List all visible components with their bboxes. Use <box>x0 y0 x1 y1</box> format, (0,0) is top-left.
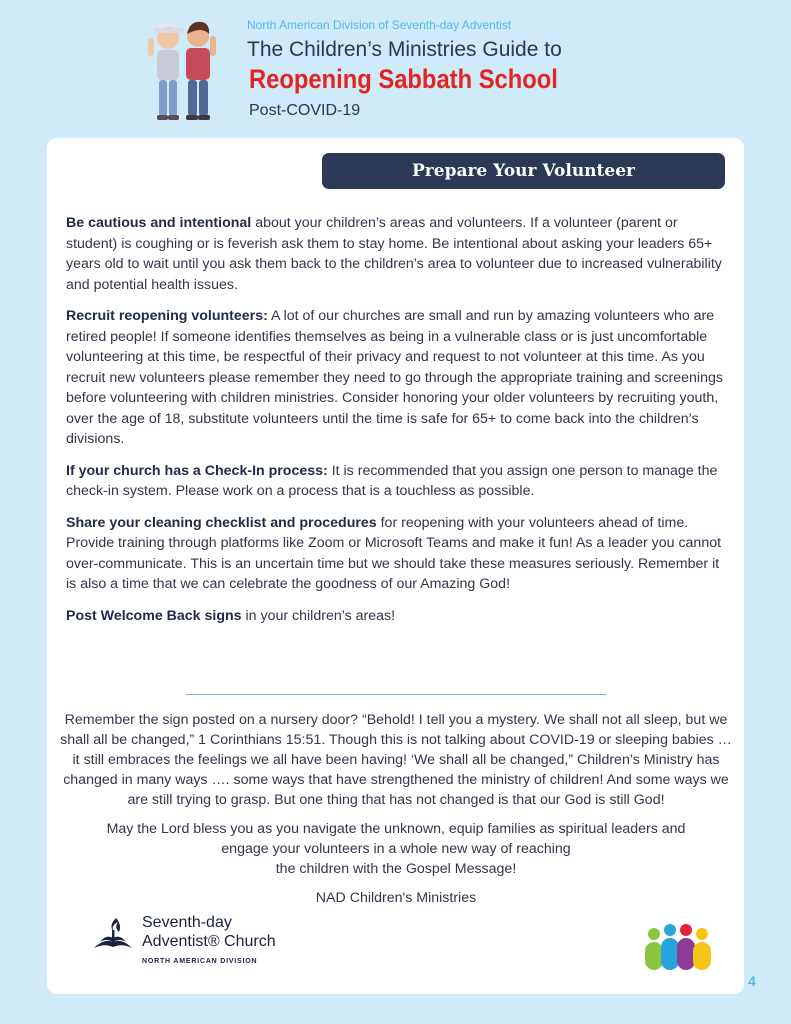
logo-division: NORTH AMERICAN DIVISION <box>142 958 258 965</box>
guidance-item-lead: Post Welcome Back signs <box>66 607 242 624</box>
guidance-item <box>66 513 726 595</box>
blessing-line: the children with the Gospel Message! <box>275 861 517 877</box>
page-number: 4 <box>748 973 756 989</box>
guidance-item <box>66 461 726 502</box>
closing-message <box>56 710 736 917</box>
guidance-item <box>66 306 726 450</box>
guidance-list <box>66 213 726 637</box>
guidance-item-lead: Share your cleaning checklist and procedures <box>66 514 377 531</box>
sda-flame-book-icon <box>92 916 134 952</box>
guidance-item-lead: Recruit reopening volunteers: <box>66 308 268 324</box>
guide-title: The Children’s Ministries Guide to <box>247 38 562 61</box>
two-children-illustration <box>140 12 228 124</box>
blessing-line: May the Lord bless you as you navigate the unknown, equip families as spiritual leaders and <box>106 821 686 837</box>
guide-subject: Reopening Sabbath School <box>249 64 558 94</box>
guidance-item-text: It is recommended that you assign one person to manage the check-in system. Please work on a process that is a touchless as possible. <box>66 462 718 499</box>
signoff: NAD Children's Ministries <box>315 890 477 906</box>
logo-name-line2: Adventist® Church <box>142 933 276 950</box>
blessing-paragraph <box>56 819 736 879</box>
guidance-item <box>66 606 726 627</box>
guidance-item-text: in your children’s areas! <box>241 607 396 624</box>
children-ministries-people-icon <box>640 922 716 972</box>
sda-logo <box>92 912 282 972</box>
guidance-item-text: about your children’s areas and volunteers. If a volunteer (parent or student) is coughing or is feverish ask them to stay home. Be intentional about asking your leaders 65+ years old to wait until you ask them back to the children’s area to volunteer due to increased vulnerability and potential health issues. <box>66 215 722 293</box>
closing-paragraph: Remember the sign posted on a nursery door? “Behold! I tell you a mystery. We shall not all sleep, but we shall all be changed,” 1 Corinthians 15:51. Though this is not talking about COVID-19 or sleeping babies … it still embraces the feelings we all have been having! ‘We shall all be changed,” Children’s Ministry has changed in many ways …. some ways that have strengthened the ministry of children! And some ways we are still trying to grasp. But one thing that has not changed is that our God is still God! <box>60 712 732 808</box>
section-divider <box>186 694 606 695</box>
guidance-item-text: for reopening with your volunteers ahead of time. Provide training through platforms like Zoom or Microsoft Teams and make it fun! As a leader you cannot over-communicate. This is an uncertain time but we should take these measures seriously. Remember it is also a time that we can celebrate the goodness of our Amazing God! <box>66 514 722 592</box>
guide-subtitle: Post-COVID-19 <box>249 102 361 119</box>
guidance-item-lead: Be cautious and intentional <box>66 215 252 231</box>
blessing-line: engage your volunteers in a whole new way of reaching <box>221 841 571 857</box>
guidance-item-text: A lot of our churches are small and run by amazing volunteers who are retired people! If someone identifies themselves as being in a vulnerable class or is just uncomfortable volunteering at this time, be respectful of their privacy and request to not volunteer at this time. As you recruit new volunteers please remember they need to go through the appropriate training and screenings before volunteering with children ministries. Consider honoring your older volunteers by recruiting youth, over the age of 18, substitute volunteers until the time is safe for 65+ to come back into the children’s divisions. <box>66 308 723 447</box>
guidance-item <box>66 213 726 295</box>
logo-name-line1: Seventh-day <box>142 914 232 931</box>
section-heading: Prepare Your Volunteer <box>322 153 725 189</box>
guidance-item-lead: If your church has a Check-In process: <box>66 462 328 479</box>
organization-line: North American Division of Seventh-day Adventist <box>247 18 512 32</box>
